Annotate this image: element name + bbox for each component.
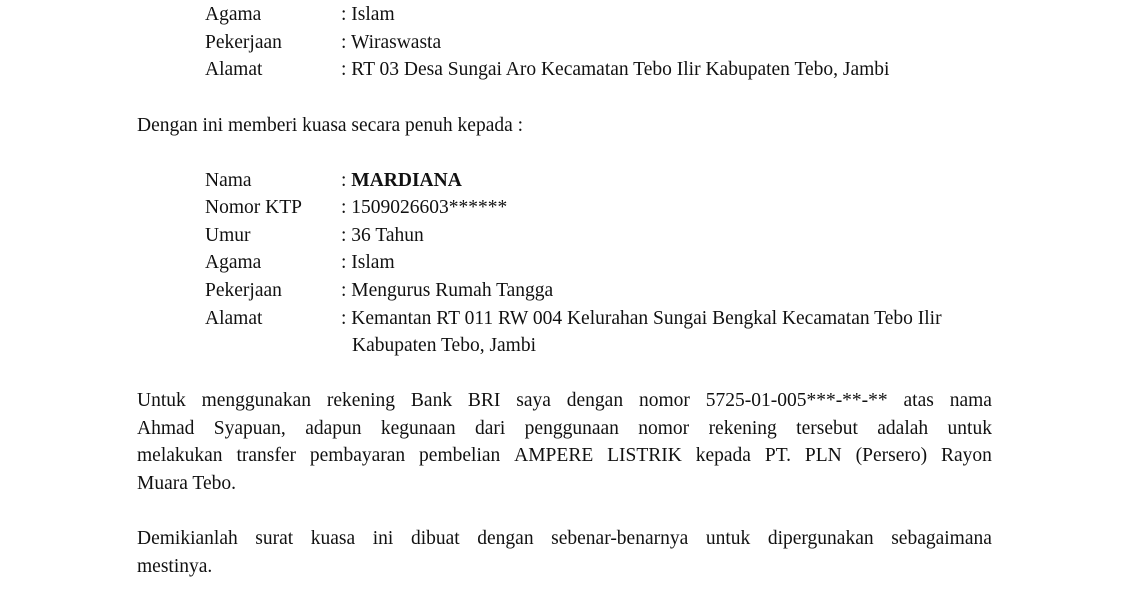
ktp-value: : 1509026603****** [341, 197, 508, 218]
alamat-label: Alamat [205, 308, 263, 329]
paragraph-penutup [137, 525, 992, 580]
word: BRI [467, 390, 501, 411]
word: pembayaran [309, 445, 406, 466]
word: 5725-01-005***-**-** [705, 390, 888, 411]
alamat-label: Alamat [205, 59, 263, 80]
word: pembelian [419, 445, 501, 466]
word: untuk [947, 417, 992, 439]
word: adalah [877, 417, 929, 439]
word: tersebut [796, 417, 858, 439]
word: sebagaimana [891, 528, 992, 549]
word: nomor [638, 417, 690, 439]
ktp-label: Nomor KTP [205, 197, 302, 218]
nama-value-wrap [341, 167, 462, 194]
agama-label: Agama [205, 252, 262, 273]
word: adapun [305, 417, 362, 439]
word: ini [372, 528, 394, 549]
agama-value: : Islam [341, 252, 395, 273]
word: sebenar-benarnya [551, 528, 689, 549]
word: untuk [705, 528, 751, 549]
alamat-value: : RT 03 Desa Sungai Aro Kecamatan Tebo Ilir Kabupaten Tebo, Jambi [341, 59, 890, 80]
word: Untuk [137, 390, 186, 411]
agama-value: : Islam [341, 4, 395, 25]
word: menggunakan [201, 390, 311, 411]
word: (Persero) [855, 445, 928, 466]
pekerjaan-value: : Wiraswasta [341, 32, 442, 53]
word: dipergunakan [767, 528, 874, 549]
intro-text: Dengan ini memberi kuasa secara penuh kepada : [137, 115, 524, 136]
word: Syapuan, [213, 417, 286, 439]
word: kuasa [310, 528, 356, 549]
word: rekening [708, 417, 777, 439]
pekerjaan-value: : Mengurus Rumah Tangga [341, 280, 554, 301]
word: transfer [236, 445, 296, 466]
paragraph-rekening [137, 387, 992, 497]
alamat-value-line2: Kabupaten Tebo, Jambi [352, 335, 537, 356]
line-text [137, 415, 992, 443]
umur-value: : 36 Tahun [341, 225, 424, 246]
word: dari [474, 417, 506, 439]
word: penggunaan [524, 417, 619, 439]
pekerjaan-label: Pekerjaan [205, 32, 282, 53]
word: dibuat [410, 528, 460, 549]
word: nama [949, 390, 992, 411]
word: nomor [638, 390, 690, 411]
word: kepada [695, 445, 751, 466]
word: atas [903, 390, 934, 411]
word: LISTRIK [607, 445, 682, 466]
word: dengan [477, 528, 534, 549]
paragraph-rekening-line1 [137, 387, 992, 415]
word: Bank [410, 390, 453, 411]
paragraph-penutup-line1 [137, 525, 992, 553]
line-text [137, 442, 992, 470]
alamat-value-line1: : Kemantan RT 011 RW 004 Kelurahan Sungai Bengkal Kecamatan Tebo Ilir [341, 308, 942, 329]
word: PT. [764, 445, 792, 466]
umur-label: Umur [205, 225, 251, 246]
word: dengan [566, 390, 624, 411]
line-text [137, 387, 992, 415]
word: Demikianlah [137, 528, 238, 549]
word: surat [255, 528, 294, 549]
paragraph-rekening-line3 [137, 442, 992, 470]
word: Rayon [940, 445, 992, 466]
word: kegunaan [380, 417, 456, 439]
paragraph-rekening-line4: Muara Tebo. [137, 472, 236, 494]
word: rekening [326, 390, 396, 411]
nama-colon: : [341, 170, 347, 191]
nama-value: MARDIANA [351, 170, 462, 191]
pekerjaan-label: Pekerjaan [205, 280, 282, 301]
word: PLN [804, 445, 842, 466]
paragraph-rekening-line2 [137, 415, 992, 443]
line-text [137, 525, 992, 553]
word: melakukan [137, 445, 223, 466]
agama-label: Agama [205, 4, 262, 25]
word: Ahmad [137, 417, 195, 439]
word: saya [516, 390, 551, 411]
paragraph-penutup-line2: mestinya. [137, 555, 213, 577]
word: AMPERE [514, 445, 594, 466]
nama-label: Nama [205, 170, 252, 191]
